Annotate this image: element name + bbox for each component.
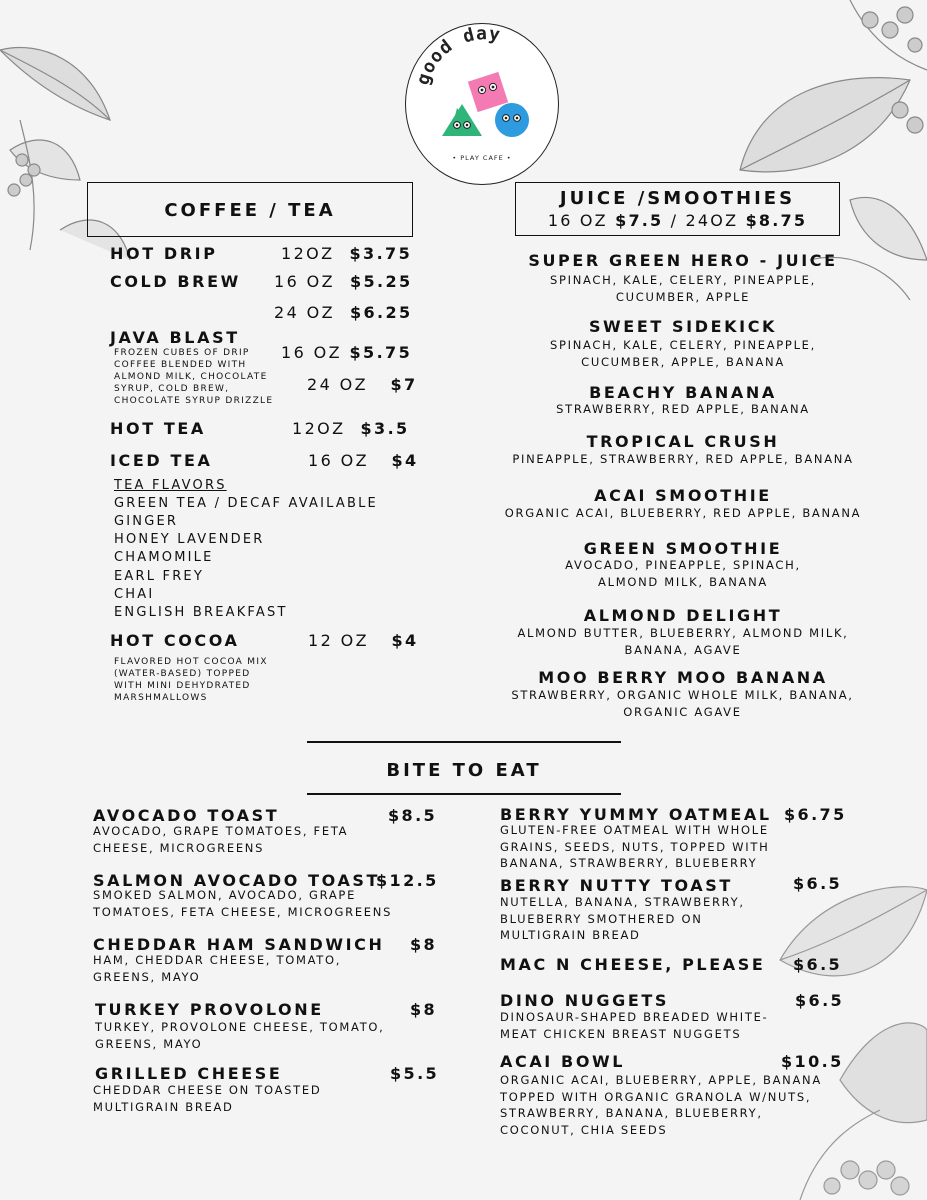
food-item-name: BERRY NUTTY TOAST	[500, 876, 733, 895]
food-item-name: TURKEY PROVOLONE	[95, 1000, 324, 1019]
divider-top	[307, 741, 621, 743]
coffee-tea-title: COFFEE / TEA	[164, 200, 336, 221]
food-item-price: $6.5	[793, 874, 843, 893]
food-item-desc: ORGANIC ACAI, BLUEBERRY, APPLE, BANANA TOPPED WITH ORGANIC GRANOLA W/NUTS, STRAWBERRY, BANANA, BLUEBERRY, COCONUT, CHIA SEEDS	[500, 1073, 822, 1137]
food-item-name: GRILLED CHEESE	[95, 1064, 283, 1083]
cold-brew-name: COLD BREW	[110, 272, 241, 291]
juice-item-name: TROPICAL CRUSH	[586, 432, 780, 451]
hot-tea-price: 12OZ $3.5	[292, 419, 410, 438]
green-triangle-shape	[442, 104, 482, 136]
hot-drip-name: HOT DRIP	[110, 244, 218, 263]
juice-item-desc: STRAWBERRY, ORGANIC WHOLE MILK, BANANA, ORGANIC AGAVE	[511, 688, 854, 719]
juice-smoothies-title: JUICE /SMOOTHIES	[559, 188, 796, 209]
food-item-desc: TURKEY, PROVOLONE CHEESE, TOMATO, GREENS, MAYO	[95, 1020, 385, 1051]
juice-item-desc: ORGANIC ACAI, BLUEBERRY, RED APPLE, BANANA	[504, 506, 862, 520]
food-item-price: $6.75	[784, 805, 847, 824]
cafe-logo	[405, 23, 559, 185]
food-item-price: $8	[410, 935, 438, 954]
food-item-price: $8.5	[388, 806, 438, 825]
tea-flavor-item: GINGER	[114, 514, 179, 529]
cold-brew-price-24: 24 OZ $6.25	[274, 303, 413, 322]
food-item-price: $5.5	[390, 1064, 440, 1083]
juice-sizes-prices: 16 OZ $7.5 / 24OZ $8.75	[547, 211, 808, 230]
juice-smoothies-header	[515, 182, 840, 236]
iced-tea-price: 16 OZ $4	[308, 451, 419, 470]
tea-flavors-label: TEA FLAVORS	[114, 478, 227, 493]
tea-flavor-item: GREEN TEA / DECAF AVAILABLE	[114, 496, 378, 511]
java-blast-price-24: 24 OZ $7	[307, 375, 418, 394]
juice-item-name: GREEN SMOOTHIE	[583, 539, 783, 558]
food-item-desc: AVOCADO, GRAPE TOMATOES, FETA CHEESE, MICROGREENS	[93, 824, 349, 855]
food-item-name: CHEDDAR HAM SANDWICH	[93, 935, 385, 954]
juice-item-name: SUPER GREEN HERO - JUICE	[528, 251, 838, 270]
juice-item-name: ACAI SMOOTHIE	[594, 486, 772, 505]
food-item-desc: CHEDDAR CHEESE ON TOASTED MULTIGRAIN BREAD	[93, 1083, 322, 1114]
food-item-name: AVOCADO TOAST	[93, 806, 280, 825]
food-item-desc: DINOSAUR-SHAPED BREADED WHITE- MEAT CHICKEN BREAST NUGGETS	[500, 1010, 769, 1041]
food-item-price: $8	[410, 1000, 438, 1019]
juice-item-desc: SPINACH, KALE, CELERY, PINEAPPLE, CUCUMBER, APPLE, BANANA	[550, 338, 816, 369]
leaf-illustration-bottom-right	[760, 880, 927, 1200]
food-item-name: MAC N CHEESE, PLEASE	[500, 955, 766, 974]
tea-flavor-item: CHAMOMILE	[114, 550, 214, 565]
juice-item-desc: PINEAPPLE, STRAWBERRY, RED APPLE, BANANA	[512, 452, 854, 466]
java-blast-description: FROZEN CUBES OF DRIP COFFEE BLENDED WITH ALMOND MILK, CHOCOLATE SYRUP, COLD BREW, CHOCOLATE SYRUP DRIZZLE	[114, 348, 274, 406]
hot-cocoa-name: HOT COCOA	[110, 631, 240, 650]
juice-item-name: SWEET SIDEKICK	[588, 317, 778, 336]
iced-tea-name: ICED TEA	[110, 451, 213, 470]
hot-cocoa-price: 12 OZ $4	[308, 631, 419, 650]
bite-to-eat-title: BITE TO EAT	[386, 760, 542, 781]
logo-wordmark: good day	[412, 24, 503, 88]
java-blast-name: JAVA BLAST	[110, 328, 240, 347]
juice-item-name: MOO BERRY MOO BANANA	[538, 668, 828, 687]
hot-drip-price: 12OZ $3.75	[281, 244, 413, 263]
divider-bottom	[307, 793, 621, 795]
cold-brew-price-16: 16 OZ $5.25	[274, 272, 413, 291]
coffee-tea-header	[87, 182, 413, 237]
java-blast-price-16: 16 OZ $5.75	[281, 343, 413, 362]
juice-item-desc: AVOCADO, PINEAPPLE, SPINACH, ALMOND MILK, BANANA	[565, 558, 801, 589]
tea-flavor-item: EARL FREY	[114, 569, 204, 584]
food-item-desc: SMOKED SALMON, AVOCADO, GRAPE TOMATOES, FETA CHEESE, MICROGREENS	[93, 888, 393, 919]
juice-item-desc: ALMOND BUTTER, BLUEBERRY, ALMOND MILK, BANANA, AGAVE	[517, 626, 849, 657]
juice-item-name: BEACHY BANANA	[589, 383, 777, 402]
hot-tea-name: HOT TEA	[110, 419, 206, 438]
food-item-name: SALMON AVOCADO TOAST	[93, 871, 381, 890]
pink-square-shape	[468, 72, 508, 112]
food-item-desc: GLUTEN-FREE OATMEAL WITH WHOLE GRAINS, SEEDS, NUTS, TOPPED WITH BANANA, STRAWBERRY, BLUEBERRY	[500, 823, 770, 870]
food-item-name: BERRY YUMMY OATMEAL	[500, 805, 772, 824]
juice-item-desc: STRAWBERRY, RED APPLE, BANANA	[556, 402, 810, 416]
blue-circle-shape	[495, 103, 529, 137]
juice-item-desc: SPINACH, KALE, CELERY, PINEAPPLE, CUCUMBER, APPLE	[550, 273, 816, 304]
food-item-desc: HAM, CHEDDAR CHEESE, TOMATO, GREENS, MAYO	[93, 953, 342, 984]
food-item-price: $10.5	[781, 1052, 844, 1071]
food-item-desc: NUTELLA, BANANA, STRAWBERRY, BLUEBERRY SMOTHERED ON MULTIGRAIN BREAD	[500, 895, 745, 942]
tea-flavor-item: HONEY LAVENDER	[114, 532, 265, 547]
food-item-price: $6.5	[795, 991, 845, 1010]
food-item-name: DINO NUGGETS	[500, 991, 670, 1010]
food-item-name: ACAI BOWL	[500, 1052, 626, 1071]
tea-flavor-item: ENGLISH BREAKFAST	[114, 605, 288, 620]
food-item-price: $6.5	[793, 955, 843, 974]
hot-cocoa-description: FLAVORED HOT COCOA MIX (WATER-BASED) TOPPED WITH MINI DEHYDRATED MARSHMALLOWS	[114, 657, 268, 703]
tea-flavor-item: CHAI	[114, 587, 155, 602]
food-item-price: $12.5	[376, 871, 439, 890]
logo-tagline: • PLAY CAFE •	[452, 154, 512, 162]
juice-item-name: ALMOND DELIGHT	[583, 606, 783, 625]
